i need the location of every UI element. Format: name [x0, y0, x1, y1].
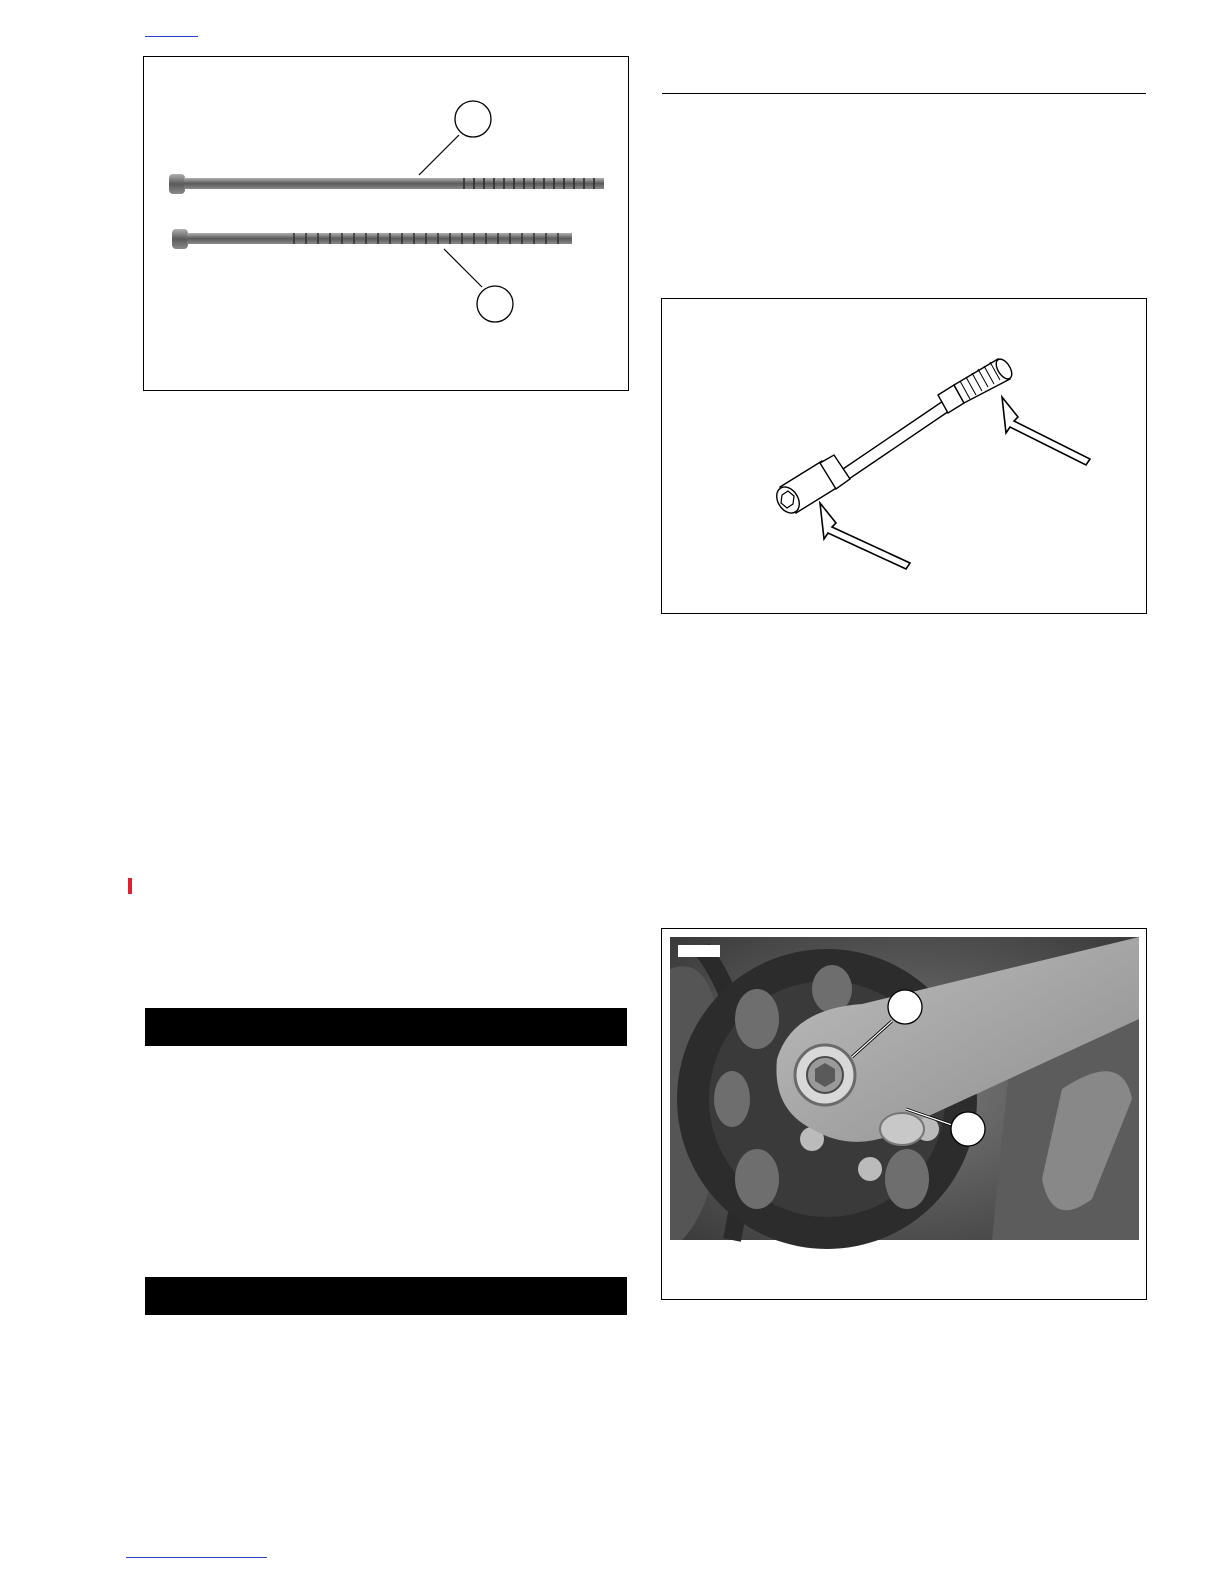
figure-photo — [661, 928, 1147, 1300]
callout-circle-1 — [419, 101, 491, 175]
section-rule — [662, 93, 1146, 94]
long-bolt-lower — [172, 229, 572, 249]
bottom-link[interactable] — [126, 1557, 267, 1558]
notice-bar-2 — [145, 1277, 627, 1315]
notice-bar-1 — [145, 1008, 627, 1046]
swingarm-photo — [662, 929, 1148, 1301]
arrow-socket-end — [820, 503, 910, 569]
figure-bolts — [143, 56, 629, 391]
callout-circle-2 — [444, 249, 513, 322]
figure-tool — [661, 298, 1147, 614]
arrow-threaded-end — [1002, 397, 1090, 465]
bolts-illustration — [144, 57, 630, 392]
tool-illustration — [662, 299, 1148, 615]
top-link[interactable] — [145, 36, 198, 37]
change-bar — [128, 878, 132, 894]
long-bolt-upper — [169, 174, 604, 194]
